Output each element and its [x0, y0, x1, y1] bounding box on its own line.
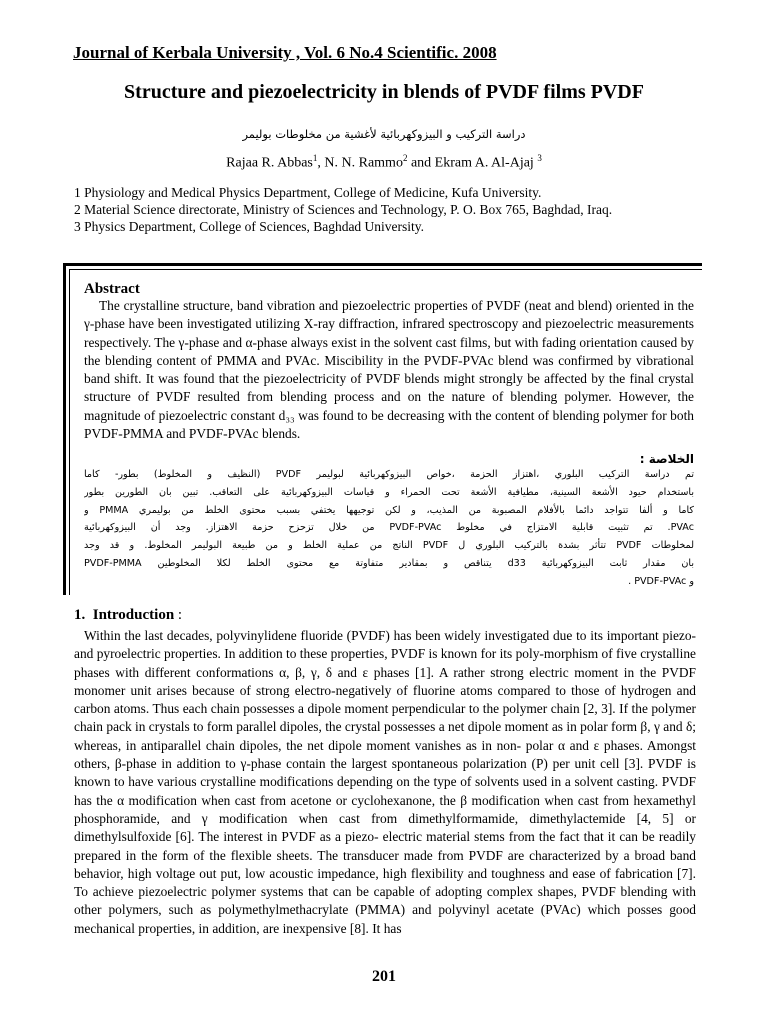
author-1: Rajaa R. Abbas	[226, 155, 313, 171]
author-2: N. N. Rammo	[324, 155, 403, 171]
abstract-paragraph: The crystalline structure, band vibration and piezoelectric properties of PVDF (neat and blend) oriented in the γ-phase have been investigated utilizing X-ray diffraction, infrared spectroscopy and piezoelectric measurements respectively. The γ-phase and α-phase always exist in the solvent cast films, but with fading orientation caused by the blending content of PMMA and PVAc. Miscibility in the PVDF-PVAc blend was confirmed by vibrational band shift. It was found that the piezoelectricity of PVDF blends might strongly be affected by the final crystal structure of PVDF resulted from blending process and on the nature of blending polymer. However, the magnitude of piezoelectric constant d₃₃ was found to be decreasing with the content of blending polymer for both PVDF-PMMA and PVDF-PVAc blends.	[84, 298, 694, 442]
journal-header: Journal of Kerbala University , Vol. 6 No.4 Scientific. 2008	[73, 43, 497, 62]
section-number: 1.	[74, 607, 86, 623]
abstract-body	[84, 297, 694, 443]
section-title-suffix: :	[174, 607, 183, 623]
author-list	[100, 153, 668, 172]
author-3-affiliation-mark: 3	[537, 153, 542, 163]
introduction-heading	[74, 607, 182, 624]
affiliation-2: 2 Material Science directorate, Ministry of Sciences and Technology, P. O. Box 765, Baghdad, Iraq.	[74, 202, 613, 217]
author-1-affiliation-mark: 1	[312, 153, 318, 163]
arabic-abstract-line: بان مقدار ثابت البيزوكهربائية d33 يتناقص و بمقادير متفاوتة مع محتوى الخلط لكلا المخلوطين PVDF-PMMA	[84, 557, 694, 569]
arabic-abstract-line: لمخلوطات PVDF تتأثر بشدة بالتركيب البلوري ل PVDF الناتج من عملية الخلط و من طبيعة البوليمر المخلوط. و قد وجد	[84, 540, 694, 552]
abstract-heading: Abstract	[84, 281, 140, 297]
arabic-abstract-line: PVAc. تم تثبيت قابلية الامتزاج في مخلوط PVDF-PVAc من خلال تزحزح حزمة الاهتزاز. وجد أن البيزوكهربائية	[84, 522, 694, 534]
author-separator: ,	[317, 155, 325, 171]
affiliations	[74, 184, 714, 235]
author-2-affiliation-mark: 2	[402, 153, 408, 163]
arabic-abstract-line: كاما و ألفا تتواجد دائما بالأفلام المصبوبة من المذيب، و لكن توجيهها يختفي بسبب محتوى الخلط من بوليمري PMMA و	[84, 504, 694, 516]
arabic-abstract-body	[84, 466, 694, 591]
arabic-title: دراسة التركيب و البيزوكهربائية لأغشية من مخلوطات بوليمر	[242, 127, 526, 141]
author-3: Ekram A. Al-Ajaj	[434, 155, 538, 171]
affiliation-1: 1 Physiology and Medical Physics Department, College of Medicine, Kufa University.	[74, 185, 542, 200]
arabic-abstract-heading: الخلاصة :	[639, 452, 694, 466]
arabic-abstract-line: باستخدام حيود الأشعة السينية، مطيافية الأشعة تحت الحمراء و قياسات البيزوكهربائية على التعاقب. تبين بان الطورين بطور	[84, 486, 694, 498]
introduction-body	[74, 627, 696, 938]
arabic-abstract-line: و PVDF-PVAc .	[628, 575, 694, 587]
affiliation-3: 3 Physics Department, College of Sciences, Baghdad University.	[74, 219, 425, 234]
introduction-paragraph: Within the last decades, polyvinylidene fluoride (PVDF) has been widely investigated due to its important piezo- and pyroelectric properties. In addition to these properties, PVDF is known for its poly-morphism of five crystalline phases with different conformations α, β, γ, δ and ε phases [1]. A rather strong electric moment in the PVDF monomer unit arises because of strong electro-negatively of fluorine atoms compared to those of hydrogen and carbon atoms. Thus each chain possesses a dipole moment perpendicular to the polymer chain [2, 3]. If the polymer chain pack in crystals to form parallel dipoles, the crystal possesses a net dipole moment as in polar form β, γ and δ; whereas, in antiparallel chain dipoles, the net dipole moment vanishes as in non- polar α and ε phases. Amongst others, β-phase in addition to γ-phase contain the largest spontaneous polarization (P) per unit cell [3]. PVDF is known to have various crystalline modifications depending on the type of solvents used in a solvent casting. PVDF has the α modification when cast from acetone or cyclohexanone, the β modification when cast from hexamethyl phosphoramide, and γ modification when cast from dimethylformamide, dimethylactemide [4, 5] or dimethylsulfoxide [6]. The interest in PVDF as a piezo- electric material stems from the fact that it can be readily prepared in the form of the flexible sheets. The transducer made from PVDF are characterized by a broad band behavior, high voltage out put, low acoustic impedance, high flexibility and toughness and ease of fabrication [7]. To achieve piezoelectric polymer systems that can be capable of adopting complex shapes, PVDF blending with other polymers, such as polymethylmethacrylate (PMMA) and polyvinyl acetate (PVAc) which posses good mechanical properties, in addition, are inexpensive [8]. It has	[74, 628, 696, 936]
paper-title: Structure and piezoelectricity in blends of PVDF films PVDF	[124, 81, 644, 103]
arabic-abstract-line: تم دراسة التركيب البلوري ،اهتزاز الحزمة ،خواص البيزوكهربائية لبوليمر PVDF (النظيف و المخلوط) بطور- كاما	[84, 469, 694, 480]
section-title: Introduction	[92, 607, 175, 623]
page-number: 201	[372, 968, 396, 985]
author-separator: and	[407, 155, 435, 171]
